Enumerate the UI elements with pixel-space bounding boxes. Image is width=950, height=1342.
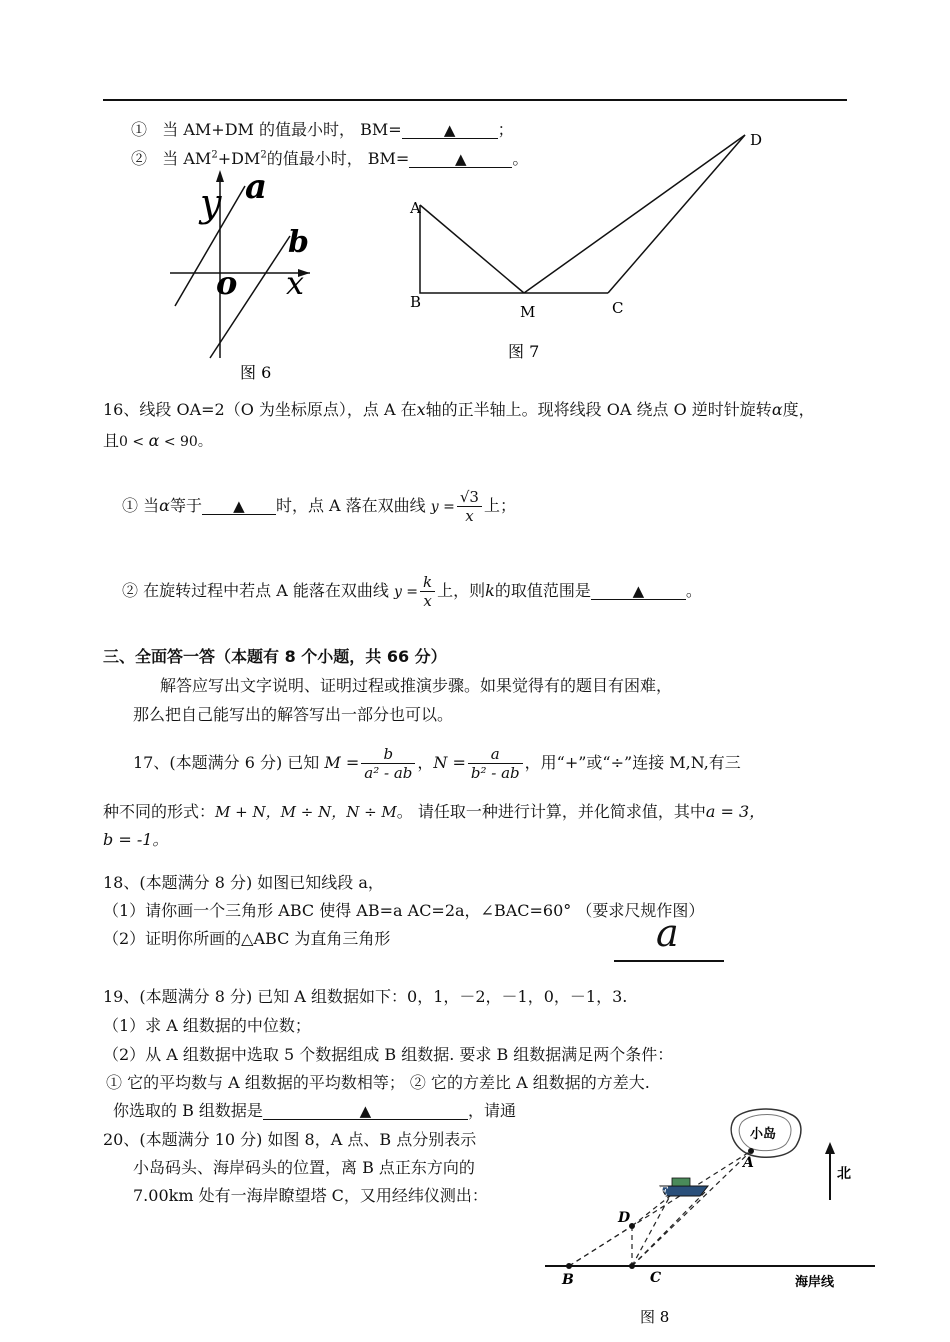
- point-a-label: A: [410, 199, 421, 217]
- var-alpha: α: [148, 431, 160, 450]
- section-intro-2: 那么把自己能写出的解答写出一部分也可以。: [133, 705, 454, 724]
- fraction-sqrt3-over-x: [457, 488, 482, 525]
- coastline-label: 海岸线: [795, 1275, 835, 1290]
- q16-text: 的取值范围是: [494, 581, 591, 600]
- section-intro-1: 解答应写出文字说明、证明过程或推演步骤。如果觉得有的题目有困难，: [160, 676, 673, 695]
- point-b-label: B: [562, 1272, 574, 1288]
- segment-md: [524, 135, 745, 293]
- q17-text: 。 请任取一种进行计算，并化简求值，其中: [396, 802, 706, 821]
- q16-text: 等于: [169, 496, 202, 515]
- triangle-mark: ▲: [632, 582, 645, 600]
- q19-text: 你选取的 B 组数据是: [113, 1101, 263, 1120]
- north-label: 北: [837, 1166, 851, 1182]
- q15-item1-text: 当 AM+DM 的值最小时， BM=: [162, 120, 402, 139]
- island-label: 小岛: [750, 1127, 777, 1142]
- q17-text: 种不同的形式：: [103, 802, 216, 821]
- q16-text: 度，: [782, 400, 815, 419]
- q18-line3: （2）证明你所画的△ABC 为直角三角形: [103, 929, 391, 948]
- q20-line1: 20、(本题满分 10 分) 如图 8，A 点、B 点分别表示: [103, 1130, 477, 1149]
- line-b-d: [569, 1226, 632, 1266]
- segment-am: [420, 205, 524, 293]
- var-alpha: α: [159, 496, 170, 515]
- q16-text: 在旋转过程中若点 A 能落在双曲线: [143, 581, 389, 600]
- triangle-mark: ▲: [233, 497, 245, 515]
- q17-b-value: b = -1。: [103, 830, 169, 849]
- north-arrow-icon: [825, 1142, 835, 1154]
- q18-line2: （1）请你画一个三角形 ABC 使得 AB=a AC=2a，∠BAC=60° （要求尺规作图）: [103, 901, 705, 920]
- answer-blank[interactable]: [202, 498, 276, 515]
- point-b-label: B: [410, 293, 422, 311]
- q16-text: 16、线段 OA=2（O 为坐标原点），点 A 在: [103, 400, 417, 419]
- q20-line2: 小岛码头、海岸码头的位置，离 B 点正东方向的: [133, 1158, 475, 1177]
- var-k: k: [485, 581, 495, 600]
- point-a: [748, 1148, 754, 1154]
- punct: 。: [512, 149, 529, 168]
- q17-line2: [103, 799, 765, 822]
- fraction-k-over-x: [420, 573, 435, 610]
- superscript: 2: [211, 149, 218, 161]
- q15-item2-text: +DM: [217, 149, 261, 168]
- ship-cabin-icon: [672, 1178, 690, 1186]
- q16-item1: [122, 488, 516, 525]
- q16-text: 上，则: [437, 581, 486, 600]
- segment-cd: [608, 135, 745, 293]
- segment-a-label: a: [656, 911, 679, 955]
- triangle-mark: ▲: [443, 121, 456, 139]
- figure-6: [160, 168, 320, 388]
- line-c-e: [632, 1196, 670, 1266]
- q17-a-value: a = 3，: [705, 802, 766, 821]
- numerator: b: [361, 745, 415, 764]
- label-a: a: [245, 168, 268, 207]
- q16-line2: [103, 428, 212, 451]
- q16-text: 。: [685, 581, 702, 600]
- point-a-label: A: [743, 1155, 754, 1171]
- figure-7: [400, 125, 780, 370]
- numerator: k: [420, 573, 435, 592]
- q17-text: ，用“+”或“÷”连接 M,N,有三: [524, 753, 741, 772]
- point-m-label: M: [520, 303, 536, 321]
- q17-line1: [133, 745, 741, 782]
- triangle-mark: ▲: [455, 150, 467, 168]
- var-alpha: α: [771, 400, 783, 419]
- numerator: a: [468, 745, 523, 764]
- denominator: a² - ab: [364, 764, 413, 782]
- segment-a: [614, 911, 724, 962]
- q20-line3: 7.00km 处有一海岸瞭望塔 C，又用经纬仪测出：: [133, 1186, 488, 1205]
- q17-forms: M + N，M ÷ N，N ÷ M: [215, 803, 397, 821]
- figure-8: [540, 1100, 880, 1335]
- circle-num: ②: [122, 581, 139, 600]
- var-n: N =: [433, 753, 466, 772]
- numerator: √3: [457, 488, 482, 507]
- q16-item2: [122, 573, 702, 610]
- figure-caption: 图 6: [240, 363, 272, 382]
- circle-num: ①: [122, 496, 139, 515]
- q19-line4: ① 它的平均数与 A 组数据的平均数相等； ② 它的方差比 A 组数据的方差大.: [106, 1073, 650, 1092]
- var-y: y =: [393, 584, 419, 600]
- denominator: b² - ab: [470, 764, 520, 782]
- q16-line1: [103, 397, 815, 420]
- label-b: b: [288, 225, 309, 260]
- denominator: x: [423, 592, 432, 610]
- q18-line1: 18、(本题满分 8 分) 如图已知线段 a，: [103, 873, 384, 892]
- label-o: o: [216, 264, 238, 302]
- section-heading: 三、全面答一答（本题有 8 个小题，共 66 分）: [103, 647, 447, 666]
- header-rule: [103, 99, 847, 101]
- point-e-label: E: [658, 1185, 668, 1200]
- circle-num: ②: [131, 149, 148, 168]
- q16-text: 且: [103, 431, 120, 450]
- line-b-a: [569, 1151, 751, 1266]
- q15-item2-text: 当 AM: [162, 149, 212, 168]
- segment-abc: [420, 205, 608, 293]
- figure-caption: 图 8: [640, 1308, 670, 1326]
- q16-text: 轴的正半轴上。现将线段 OA 绕点 O 逆时针旋转: [425, 400, 772, 419]
- denominator: x: [465, 507, 474, 525]
- line-c-a: [632, 1151, 751, 1266]
- triangle-mark: ▲: [359, 1102, 372, 1120]
- q16-text: < 90。: [159, 434, 212, 450]
- q17-line3: [103, 827, 168, 850]
- q19-text: ，请通: [467, 1101, 516, 1120]
- q19-line3: （2）从 A 组数据中选取 5 个数据组成 B 组数据. 要求 B 组数据满足两个条件：: [103, 1045, 674, 1064]
- q15-item2-text: 的值最小时， BM=: [266, 149, 410, 168]
- circle-num: ①: [131, 120, 148, 139]
- q16-text: 0 <: [119, 434, 149, 450]
- superscript: 2: [260, 149, 267, 161]
- q16-text: 当: [143, 496, 160, 515]
- q19-line2: （1）求 A 组数据的中位数；: [103, 1016, 311, 1035]
- var-x: x: [416, 400, 426, 419]
- q17-text: 17、(本题满分 6 分) 已知: [133, 753, 320, 772]
- q19-line5: [113, 1098, 516, 1121]
- punct: ；: [497, 120, 514, 139]
- point-d-label: D: [618, 1210, 631, 1226]
- figure-caption: 图 7: [508, 342, 540, 361]
- answer-blank[interactable]: [591, 583, 686, 600]
- fraction-m: [361, 745, 415, 782]
- var-y: y =: [430, 499, 455, 515]
- label-y: y: [200, 181, 222, 225]
- q16-text: 时，点 A 落在双曲线: [275, 496, 426, 515]
- var-m: M =: [324, 753, 360, 772]
- line-d-e: [632, 1196, 670, 1226]
- point-c-label: C: [650, 1270, 662, 1286]
- punct: ，: [417, 753, 434, 772]
- point-c-label: C: [612, 299, 624, 317]
- answer-blank[interactable]: [263, 1103, 468, 1120]
- q19-line1: 19、(本题满分 8 分) 已知 A 组数据如下：0，1，－2，－1，0，－1，3.: [103, 987, 628, 1006]
- q16-text: 上；: [483, 496, 516, 515]
- point-d-label: D: [750, 131, 763, 149]
- fraction-n: [468, 745, 523, 782]
- label-x: x: [286, 264, 305, 302]
